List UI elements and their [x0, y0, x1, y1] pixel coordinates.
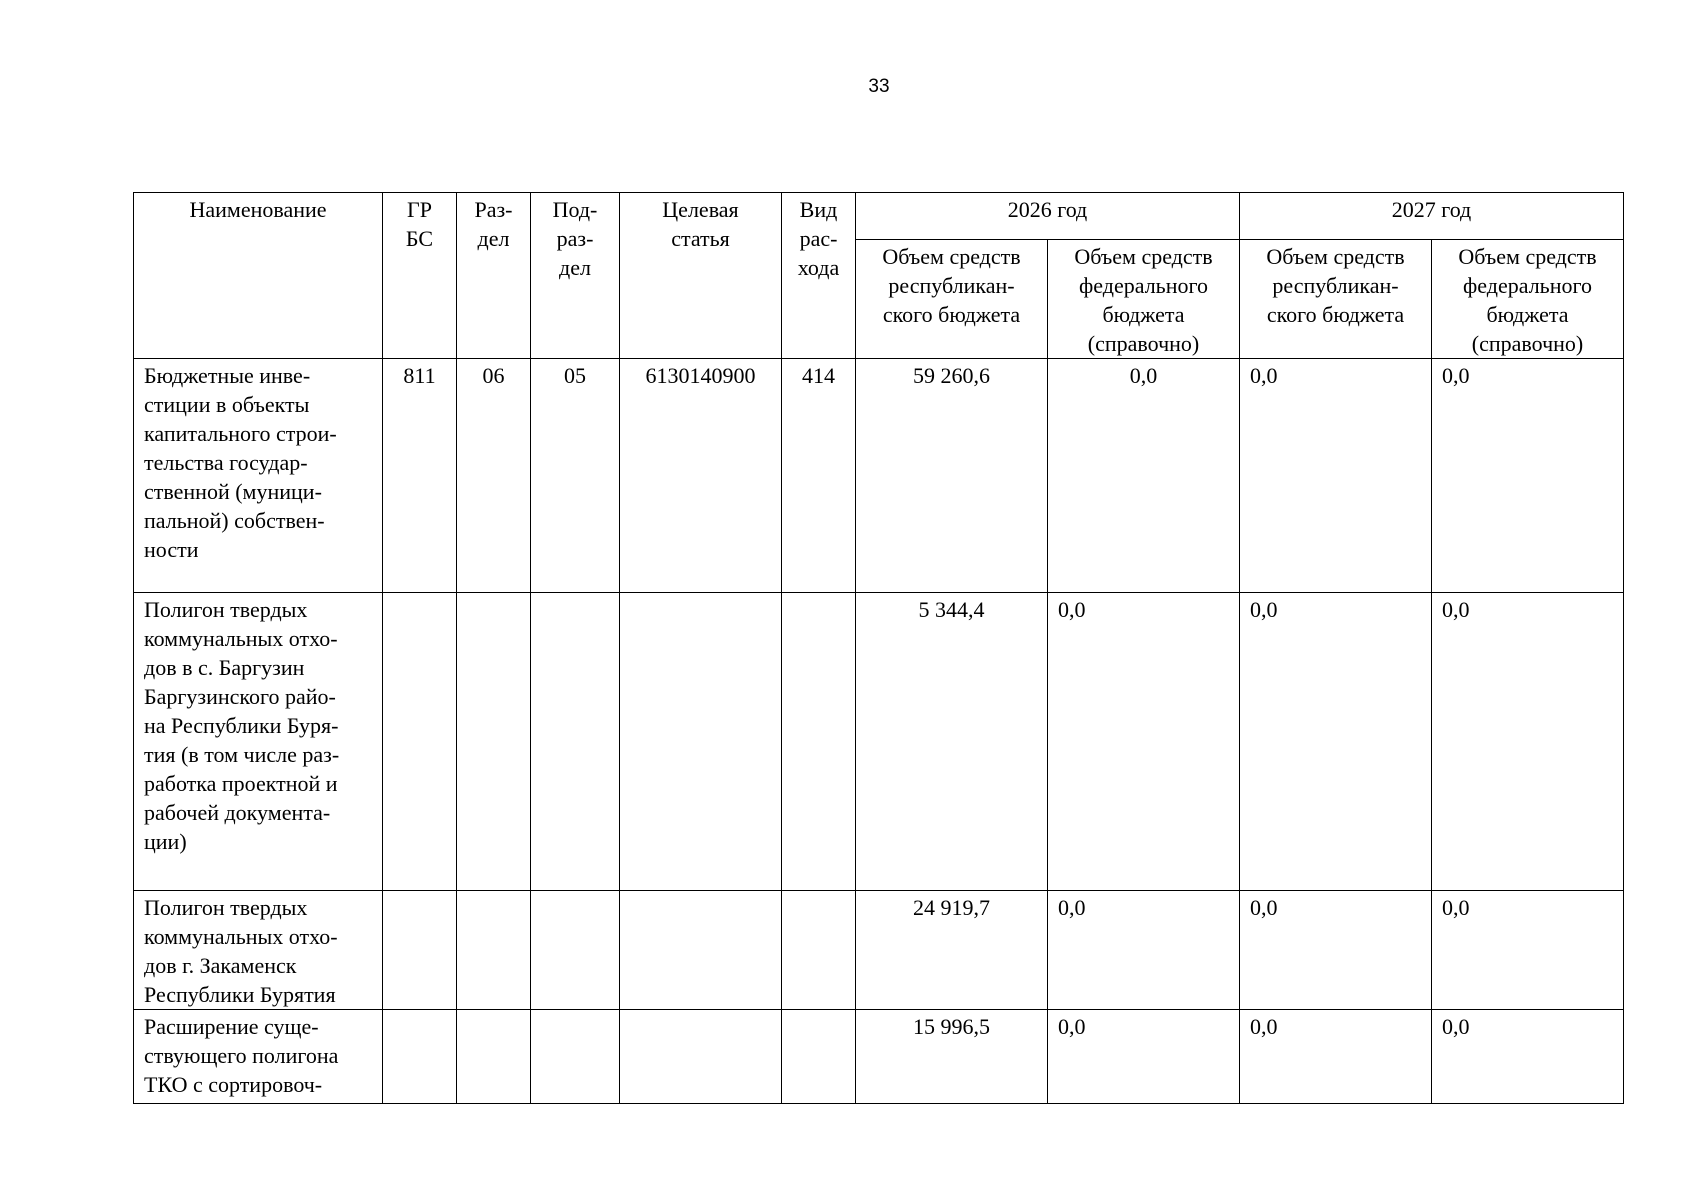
row-target-article [620, 593, 782, 891]
header-target-article: Целевая статья [620, 193, 782, 359]
row-fed-2027: 0,0 [1432, 593, 1624, 891]
row-fed-2026: 0,0 [1048, 1010, 1240, 1104]
header-row-1 [134, 193, 1624, 240]
row-expense-type [782, 891, 856, 1010]
row-expense-type: 414 [782, 359, 856, 593]
row-target-article [620, 1010, 782, 1104]
table-row [134, 593, 1624, 891]
header-expense-type: Вид рас- хода [782, 193, 856, 359]
row-razdel [457, 1010, 531, 1104]
row-rep-2026: 24 919,7 [856, 891, 1048, 1010]
table-row [134, 359, 1624, 593]
row-rep-2027: 0,0 [1240, 1010, 1432, 1104]
budget-table [133, 192, 1624, 1104]
row-target-article: 6130140900 [620, 359, 782, 593]
row-rep-2027: 0,0 [1240, 359, 1432, 593]
page-number: 33 [868, 76, 890, 97]
row-grbs [383, 593, 457, 891]
row-podrazdel [531, 891, 620, 1010]
table-row [134, 891, 1624, 1010]
row-name: Полигон твердых коммунальных отхо- дов в с. Баргузин Баргузинского райо- на Республики Буря- тия (в том числе раз- работка проектной и рабочей документа- ции) [134, 593, 383, 891]
table-row [134, 1010, 1624, 1104]
row-fed-2026: 0,0 [1048, 593, 1240, 891]
header-grbs: ГР БС [383, 193, 457, 359]
row-grbs [383, 1010, 457, 1104]
row-rep-2027: 0,0 [1240, 891, 1432, 1010]
row-expense-type [782, 1010, 856, 1104]
row-rep-2026: 5 344,4 [856, 593, 1048, 891]
header-rep-budget-2026: Объем средств республикан- ского бюджета [856, 240, 1048, 359]
row-rep-2026: 59 260,6 [856, 359, 1048, 593]
row-name: Полигон твердых коммунальных отхо- дов г. Закаменск Республики Бурятия [134, 891, 383, 1010]
header-name: Наименование [134, 193, 383, 359]
header-year-2027: 2027 год [1240, 193, 1624, 240]
row-target-article [620, 891, 782, 1010]
row-podrazdel: 05 [531, 359, 620, 593]
header-podrazdel: Под- раз- дел [531, 193, 620, 359]
row-grbs: 811 [383, 359, 457, 593]
row-razdel: 06 [457, 359, 531, 593]
row-fed-2026: 0,0 [1048, 359, 1240, 593]
row-expense-type [782, 593, 856, 891]
row-podrazdel [531, 593, 620, 891]
header-year-2026: 2026 год [856, 193, 1240, 240]
row-rep-2027: 0,0 [1240, 593, 1432, 891]
header-fed-budget-2026: Объем средств федерального бюджета (справочно) [1048, 240, 1240, 359]
header-razdel: Раз- дел [457, 193, 531, 359]
row-razdel [457, 593, 531, 891]
header-rep-budget-2027: Объем средств республикан- ского бюджета [1240, 240, 1432, 359]
row-name: Бюджетные инве- стиции в объекты капитального строи- тельства государ- ственной (муници- пальной) собствен- ности [134, 359, 383, 593]
row-razdel [457, 891, 531, 1010]
row-fed-2027: 0,0 [1432, 1010, 1624, 1104]
header-fed-budget-2027: Объем средств федерального бюджета (справочно) [1432, 240, 1624, 359]
row-fed-2026: 0,0 [1048, 891, 1240, 1010]
row-name: Расширение суще- ствующего полигона ТКО с сортировоч- [134, 1010, 383, 1104]
row-podrazdel [531, 1010, 620, 1104]
row-rep-2026: 15 996,5 [856, 1010, 1048, 1104]
row-fed-2027: 0,0 [1432, 891, 1624, 1010]
row-grbs [383, 891, 457, 1010]
row-fed-2027: 0,0 [1432, 359, 1624, 593]
